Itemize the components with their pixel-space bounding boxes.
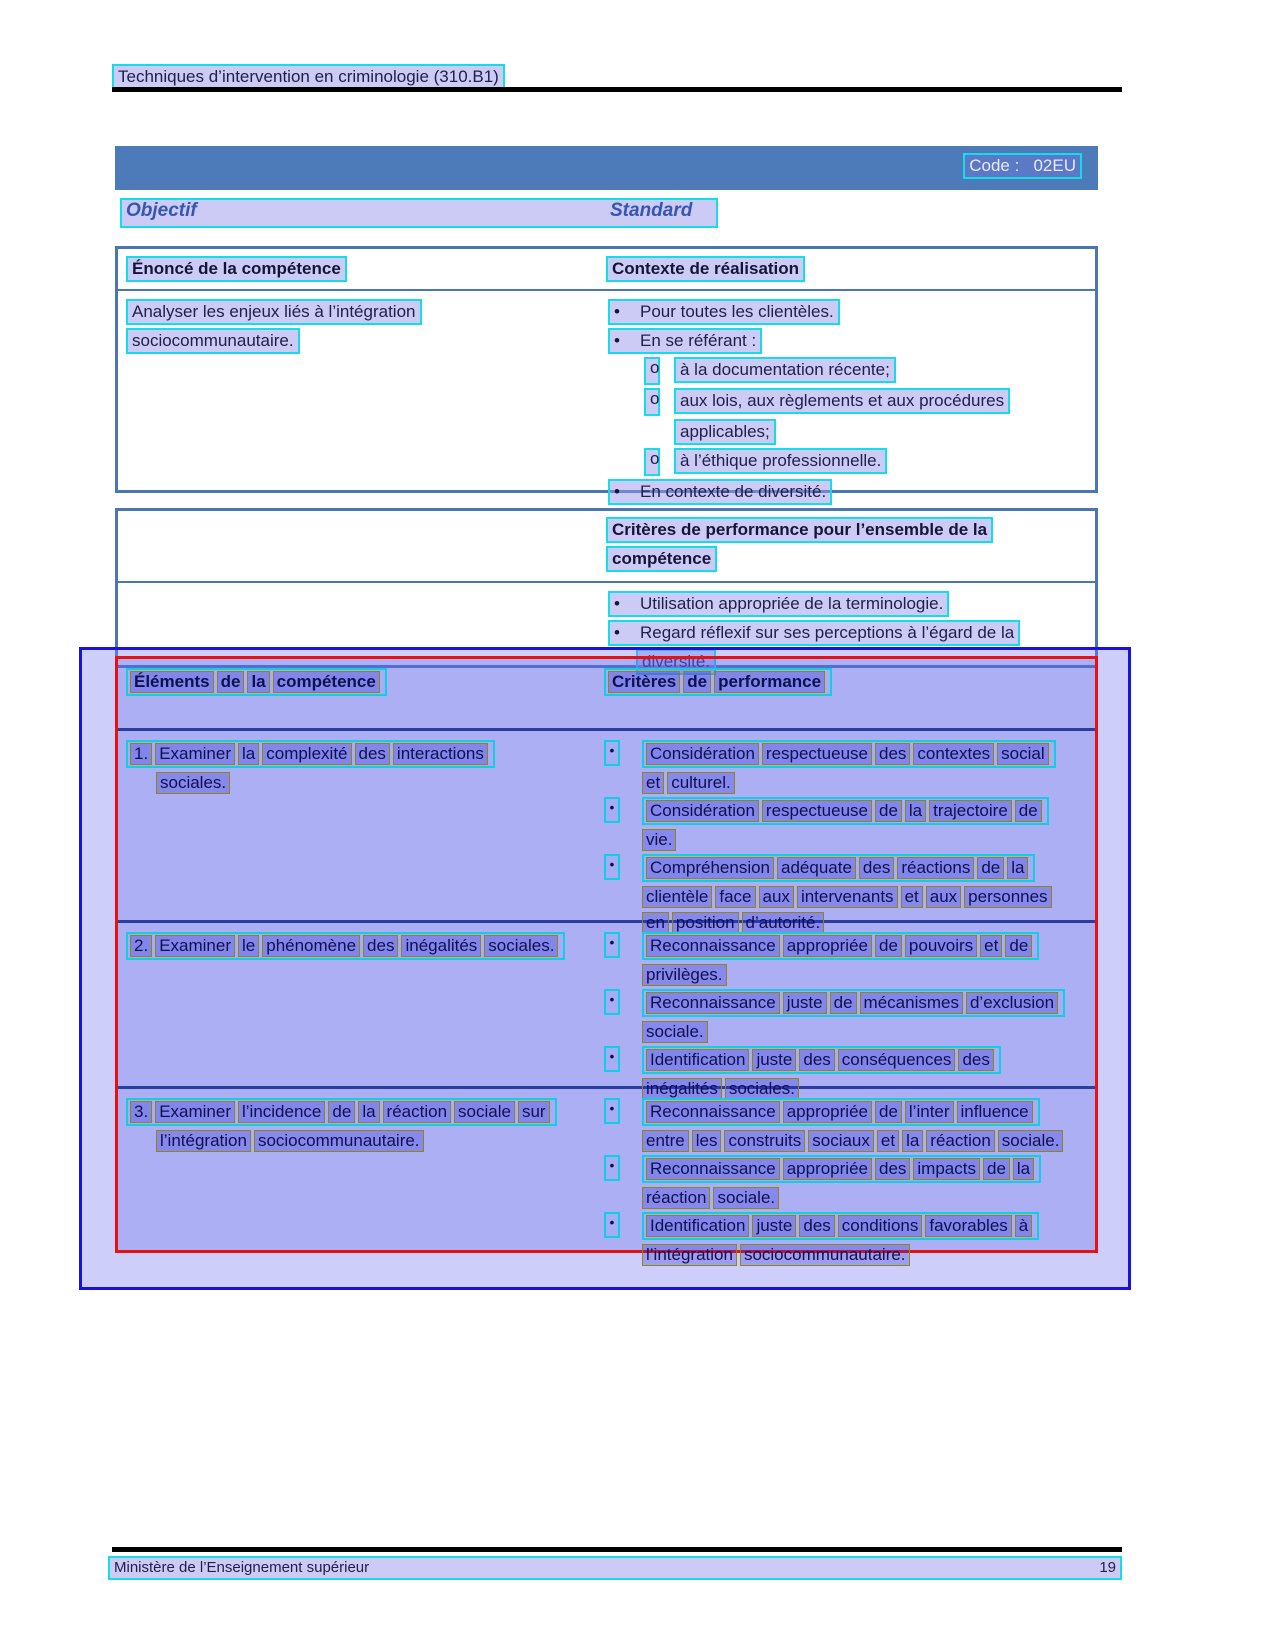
- bullet-icon: •: [614, 482, 620, 501]
- word-box: contextes: [913, 743, 994, 765]
- word-box: complexité: [262, 743, 351, 765]
- word-box: réaction: [642, 1187, 710, 1209]
- list-item: [608, 479, 1093, 505]
- word-box: des: [875, 743, 910, 765]
- bullet-icon: •: [614, 302, 620, 321]
- word-box: de: [830, 992, 857, 1014]
- word-box: de: [875, 935, 902, 957]
- table-elements-criteres: [115, 656, 1098, 1264]
- statement-line: Analyser les enjeux liés à l’intégration: [126, 299, 422, 325]
- critere-line: [642, 1098, 1040, 1126]
- list-item-text: Utilisation appropriée de la terminologie.: [640, 594, 944, 613]
- word-box: la: [1013, 1158, 1034, 1180]
- bullet-icon: •: [604, 1098, 620, 1124]
- word-box: appropriée: [783, 935, 872, 957]
- word-box: conditions: [838, 1215, 923, 1237]
- word-box: sociales.: [484, 935, 558, 957]
- critere-line: [642, 797, 1049, 825]
- critere-line: [642, 772, 1095, 794]
- sub-list-item: [644, 388, 1093, 416]
- list-item: [604, 932, 1095, 986]
- word-box: construits: [724, 1130, 805, 1152]
- footer-rule: [112, 1547, 1122, 1552]
- word-box: des: [859, 857, 894, 879]
- word-box: Critères: [608, 671, 680, 693]
- word-box: favorables: [925, 1215, 1011, 1237]
- element-line: [126, 932, 565, 960]
- element-cell: [118, 731, 598, 920]
- word-box: l’intégration: [642, 1244, 737, 1266]
- table3-col2-header: [604, 668, 832, 696]
- word-box: sociale.: [998, 1130, 1064, 1152]
- word-box: vie.: [642, 829, 676, 851]
- word-box: les: [692, 1130, 722, 1152]
- word-box: et: [980, 935, 1002, 957]
- critere-line: [642, 932, 1039, 960]
- bullet-icon: •: [614, 623, 620, 642]
- word-box: impacts: [913, 1158, 980, 1180]
- competence-statement-cell: [126, 299, 596, 357]
- word-box: réactions: [897, 857, 974, 879]
- objectif-standard-row: [120, 198, 718, 228]
- word-box: Examiner: [155, 1101, 235, 1123]
- list-item-text: diversité.: [636, 649, 716, 675]
- word-box: Examiner: [155, 935, 235, 957]
- word-box: Reconnaissance: [646, 1101, 780, 1123]
- word-box: la: [247, 671, 269, 693]
- circle-bullet-icon: o: [644, 388, 660, 416]
- word-box: position: [672, 912, 739, 934]
- critere-line: [642, 1155, 1041, 1183]
- list-item-text: Regard réflexif sur ses perceptions à l’égard de la: [640, 623, 1015, 642]
- word-box: Identification: [646, 1215, 749, 1237]
- word-box: culturel.: [667, 772, 735, 794]
- word-box: juste: [783, 992, 827, 1014]
- list-item: [608, 299, 1093, 325]
- table2-header-row: [118, 511, 1095, 583]
- word-box: sociale: [454, 1101, 515, 1123]
- word-box: sociaux: [808, 1130, 874, 1152]
- bullet-icon: •: [614, 331, 620, 350]
- word-box: social: [997, 743, 1048, 765]
- footer: [108, 1556, 1122, 1580]
- objectif-heading: Objectif: [126, 200, 197, 221]
- word-box: la: [902, 1130, 923, 1152]
- table2-header-line: compétence: [606, 546, 717, 572]
- word-box: respectueuse: [762, 800, 872, 822]
- list-item: [608, 591, 1093, 617]
- table-enonce-contexte: [115, 246, 1098, 501]
- word-box: sociale.: [642, 1021, 708, 1043]
- word-box: l’inter: [905, 1101, 954, 1123]
- element-cell: [118, 923, 598, 1086]
- sub-item-text: applicables;: [674, 419, 776, 445]
- contexte-list-cell: [608, 299, 1093, 508]
- word-box: en: [642, 912, 669, 934]
- word-box: sur: [518, 1101, 550, 1123]
- header-title: Techniques d’intervention en criminologie (310.B1): [112, 64, 505, 90]
- table2-header-line: Critères de performance pour l’ensemble de la: [606, 517, 993, 543]
- word-box: et: [901, 886, 923, 908]
- word-box: de: [683, 671, 711, 693]
- word-box: mécanismes: [860, 992, 963, 1014]
- word-box: d’autorité.: [742, 912, 825, 934]
- list-item: [604, 1212, 1095, 1266]
- critere-line: [642, 964, 1095, 986]
- bullet-icon: •: [604, 1155, 620, 1181]
- bullet-icon: •: [604, 797, 620, 823]
- list-item: [604, 797, 1095, 851]
- word-box: inégalités: [401, 935, 481, 957]
- word-box: interactions: [393, 743, 488, 765]
- word-box: et: [877, 1130, 899, 1152]
- word-box: de: [1005, 935, 1032, 957]
- word-box: des: [799, 1049, 834, 1071]
- word-box: à: [1015, 1215, 1032, 1237]
- word-box: Reconnaissance: [646, 992, 780, 1014]
- word-box: aux: [759, 886, 794, 908]
- word-box: performance: [714, 671, 825, 693]
- word-box: Identification: [646, 1049, 749, 1071]
- word-box: phénomène: [262, 935, 360, 957]
- element-line: [126, 740, 495, 768]
- sub-item-text: aux lois, aux règlements et aux procédures: [674, 388, 1010, 414]
- word-box: Compréhension: [646, 857, 774, 879]
- sub-list-item: [644, 448, 1093, 476]
- table1-col1-header: Énoncé de la compétence: [126, 256, 347, 282]
- word-box: l’intégration: [156, 1130, 251, 1152]
- word-box: la: [358, 1101, 379, 1123]
- word-box: réaction: [383, 1101, 451, 1123]
- bullet-icon: •: [604, 932, 620, 958]
- word-box: personnes: [964, 886, 1051, 908]
- word-box: respectueuse: [762, 743, 872, 765]
- word-box: Reconnaissance: [646, 1158, 780, 1180]
- word-box: réaction: [926, 1130, 994, 1152]
- word-box: de: [983, 1158, 1010, 1180]
- word-box: sociocommunautaire.: [254, 1130, 424, 1152]
- sub-list-item: [644, 357, 1093, 385]
- word-box: des: [875, 1158, 910, 1180]
- criteres-cell: [598, 731, 1095, 932]
- bullet-icon: •: [604, 854, 620, 880]
- word-box: face: [715, 886, 755, 908]
- critere-line: [642, 1212, 1039, 1240]
- criteres-cell: [598, 1089, 1095, 1264]
- element-line: [156, 772, 598, 794]
- word-box: Considération: [646, 743, 759, 765]
- critere-line: [642, 989, 1065, 1017]
- sub-item-text: à l’éthique professionnelle.: [674, 448, 887, 474]
- table3-row: [118, 731, 1095, 932]
- element-line: [126, 1098, 557, 1126]
- list-item: [608, 620, 1093, 646]
- word-box: de: [977, 857, 1004, 879]
- word-box: juste: [752, 1049, 796, 1071]
- criteres-cell: [598, 923, 1095, 1098]
- table3-col1-header: [126, 668, 387, 696]
- list-item: [608, 328, 1093, 354]
- word-box: sociale.: [713, 1187, 779, 1209]
- word-box: privilèges.: [642, 964, 727, 986]
- list-item: [604, 854, 1095, 934]
- statement-line: sociocommunautaire.: [126, 328, 300, 354]
- table3-header-row: [118, 659, 1095, 731]
- word-box: d’exclusion: [966, 992, 1058, 1014]
- bullet-icon: •: [614, 594, 620, 613]
- table3-row: [118, 1089, 1095, 1264]
- table1-col2-header: Contexte de réalisation: [606, 256, 805, 282]
- header-rule: [112, 87, 1122, 92]
- word-box: de: [217, 671, 245, 693]
- word-box: le: [238, 935, 259, 957]
- word-box: 2.: [130, 935, 152, 957]
- word-box: la: [905, 800, 926, 822]
- word-box: trajectoire: [929, 800, 1012, 822]
- word-box: sociocommunautaire.: [740, 1244, 910, 1266]
- word-box: intervenants: [797, 886, 898, 908]
- element-cell: [118, 1089, 598, 1250]
- word-box: de: [875, 1101, 902, 1123]
- critere-line: [642, 829, 1095, 851]
- page-number: 19: [1099, 1559, 1116, 1576]
- sub-item-continuation: [644, 419, 1093, 445]
- word-box: aux: [926, 886, 961, 908]
- word-box: compétence: [273, 671, 380, 693]
- list-item: [604, 1155, 1095, 1209]
- word-box: entre: [642, 1130, 689, 1152]
- list-item: [604, 1098, 1095, 1152]
- word-box: adéquate: [777, 857, 856, 879]
- word-box: sociales.: [156, 772, 230, 794]
- word-box: de: [1015, 800, 1042, 822]
- word-box: l’incidence: [238, 1101, 325, 1123]
- list-item-text: En se référant :: [640, 331, 757, 350]
- word-box: juste: [752, 1215, 796, 1237]
- word-box: des: [958, 1049, 993, 1071]
- word-box: pouvoirs: [905, 935, 977, 957]
- word-box: clientèle: [642, 886, 712, 908]
- code-banner: [115, 146, 1098, 190]
- word-box: des: [363, 935, 398, 957]
- word-box: conséquences: [838, 1049, 956, 1071]
- bullet-icon: •: [604, 1046, 620, 1072]
- word-box: Examiner: [155, 743, 235, 765]
- word-box: et: [642, 772, 664, 794]
- word-box: la: [1007, 857, 1028, 879]
- word-box: 1.: [130, 743, 152, 765]
- critere-line: [642, 1021, 1095, 1043]
- critere-line: [642, 1046, 1001, 1074]
- word-box: Considération: [646, 800, 759, 822]
- footer-ministry: Ministère de l’Enseignement supérieur: [114, 1559, 370, 1576]
- word-box: des: [799, 1215, 834, 1237]
- circle-bullet-icon: o: [644, 357, 660, 385]
- critere-line: [642, 1187, 1095, 1209]
- bullet-icon: •: [604, 1212, 620, 1238]
- list-item: [604, 989, 1095, 1043]
- critere-line: [642, 740, 1056, 768]
- list-item-text: En contexte de diversité.: [640, 482, 827, 501]
- circle-bullet-icon: o: [644, 448, 660, 476]
- table3-row: [118, 923, 1095, 1098]
- word-box: des: [355, 743, 390, 765]
- word-box: sociales.: [725, 1078, 799, 1100]
- word-box: Reconnaissance: [646, 935, 780, 957]
- word-box: de: [875, 800, 902, 822]
- word-box: de: [328, 1101, 355, 1123]
- word-box: appropriée: [783, 1158, 872, 1180]
- word-box: influence: [957, 1101, 1033, 1123]
- bullet-icon: •: [604, 740, 620, 766]
- word-box: la: [238, 743, 259, 765]
- critere-line: [642, 886, 1095, 908]
- table-criteres-ensemble: [115, 508, 1098, 671]
- word-box: 3.: [130, 1101, 152, 1123]
- word-box: inégalités: [642, 1078, 722, 1100]
- sub-item-text: à la documentation récente;: [674, 357, 896, 383]
- critere-line: [642, 1130, 1095, 1152]
- standard-heading: Standard: [610, 200, 693, 221]
- table1-header-row: [118, 249, 1095, 291]
- critere-line: [642, 854, 1035, 882]
- word-box: Éléments: [130, 671, 214, 693]
- critere-line: [642, 1244, 1095, 1266]
- word-box: appropriée: [783, 1101, 872, 1123]
- list-item: [604, 740, 1095, 794]
- code-label: Code : 02EU: [963, 153, 1082, 179]
- element-line: [156, 1130, 598, 1152]
- bullet-icon: •: [604, 989, 620, 1015]
- list-item-text: Pour toutes les clientèles.: [640, 302, 834, 321]
